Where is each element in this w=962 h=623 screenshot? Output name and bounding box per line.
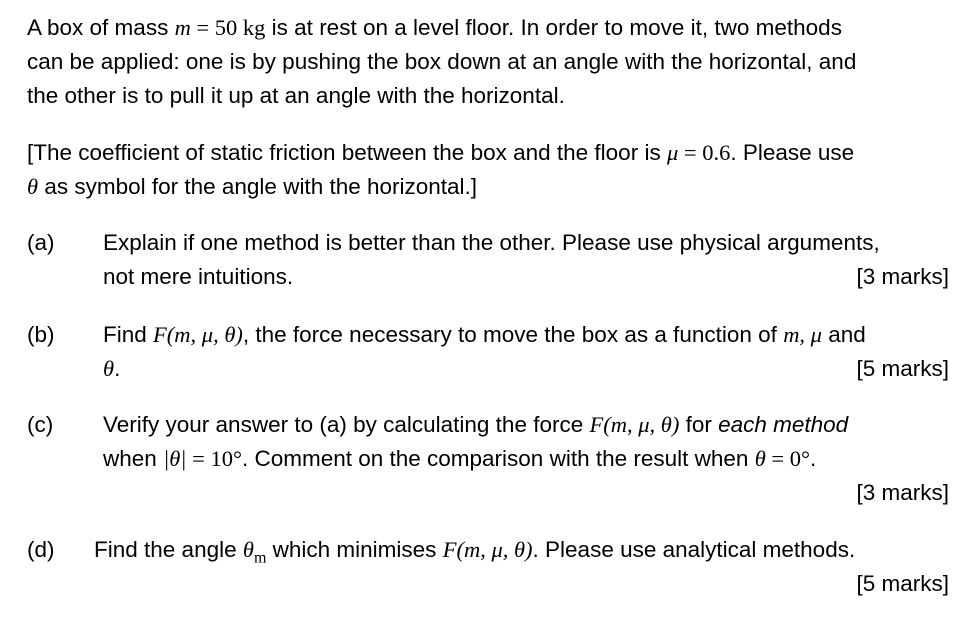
mu-value: = 0.6 (678, 140, 731, 165)
part-d-text: . Please use analytical methods. (532, 537, 856, 562)
note-text: . Please use (730, 140, 855, 165)
variables: m, μ (783, 322, 822, 347)
intro-line-2: can be applied: one is by pushing the box down at an angle with the horizontal, and (27, 49, 857, 74)
part-d-line-1 (94, 533, 949, 567)
part-b-line-1 (103, 318, 949, 352)
note-text: as symbol for the angle with the horizontal.] (38, 174, 478, 199)
abs-theta: |θ| (163, 446, 187, 471)
part-a-text: not mere intuitions. (103, 264, 294, 289)
part-b-body (103, 318, 949, 386)
part-c-text: . (809, 446, 817, 471)
marks-label: [5 marks] (856, 571, 949, 596)
friction-note (27, 136, 952, 204)
part-b-text: Find (103, 322, 147, 347)
part-label: (c) (27, 412, 54, 437)
part-a-line-2 (103, 260, 949, 294)
intro-line-3: the other is to pull it up at an angle with the horizontal. (27, 83, 565, 108)
angle-value: = 10° (186, 446, 242, 471)
part-label: (a) (27, 230, 55, 255)
intro-paragraph (27, 11, 952, 113)
theta-m-symbol: θ (242, 537, 254, 562)
theta-m-subscript: m (253, 549, 267, 567)
part-label: (b) (27, 322, 55, 347)
theta-symbol: θ (754, 446, 766, 471)
note-line-2 (27, 170, 952, 204)
part-c-line-2 (103, 442, 949, 476)
part-b-line-2 (103, 352, 949, 386)
force-function: F(m, μ, θ) (442, 537, 533, 562)
mass-symbol: m (174, 15, 191, 40)
part-c-text: . Comment on the comparison with the result when (241, 446, 749, 471)
part-c-text: when (103, 446, 157, 471)
intro-line-1 (27, 11, 952, 45)
marks-label: [3 marks] (856, 264, 949, 289)
marks-label: [3 marks] (856, 480, 949, 505)
marks-label: [5 marks] (856, 356, 949, 381)
angle-value: = 0° (765, 446, 810, 471)
part-b-text: , the force necessary to move the box as a function of (242, 322, 777, 347)
note-text: [The coefficient of static friction between the box and the floor is (27, 140, 661, 165)
part-c-line-1 (103, 408, 949, 442)
part-c-text: Verify your answer to (a) by calculating the force (103, 412, 584, 437)
force-function: F(m, μ, θ) (589, 412, 680, 437)
part-a-line-1: Explain if one method is better than the other. Please use physical arguments, (103, 230, 880, 255)
part-c-body (103, 408, 949, 510)
part-d-text: which minimises (266, 537, 437, 562)
intro-text: A box of mass (27, 15, 169, 40)
force-function: F(m, μ, θ) (153, 322, 243, 347)
part-a-body (103, 226, 949, 294)
part-b-text: and (821, 322, 866, 347)
part-b-text: . (114, 356, 121, 381)
mass-value: = 50 kg (190, 15, 266, 40)
theta-symbol: θ (27, 174, 39, 199)
emphasis-text: each method (718, 412, 849, 437)
intro-text: is at rest on a level floor. In order to move it, two methods (265, 15, 842, 40)
part-label: (d) (27, 537, 55, 562)
theta-symbol: θ (103, 356, 115, 381)
part-c-text: for (679, 412, 719, 437)
part-d-body (94, 533, 949, 601)
note-line-1 (27, 136, 952, 170)
mu-symbol: μ (666, 140, 679, 165)
part-d-text: Find the angle (94, 537, 237, 562)
